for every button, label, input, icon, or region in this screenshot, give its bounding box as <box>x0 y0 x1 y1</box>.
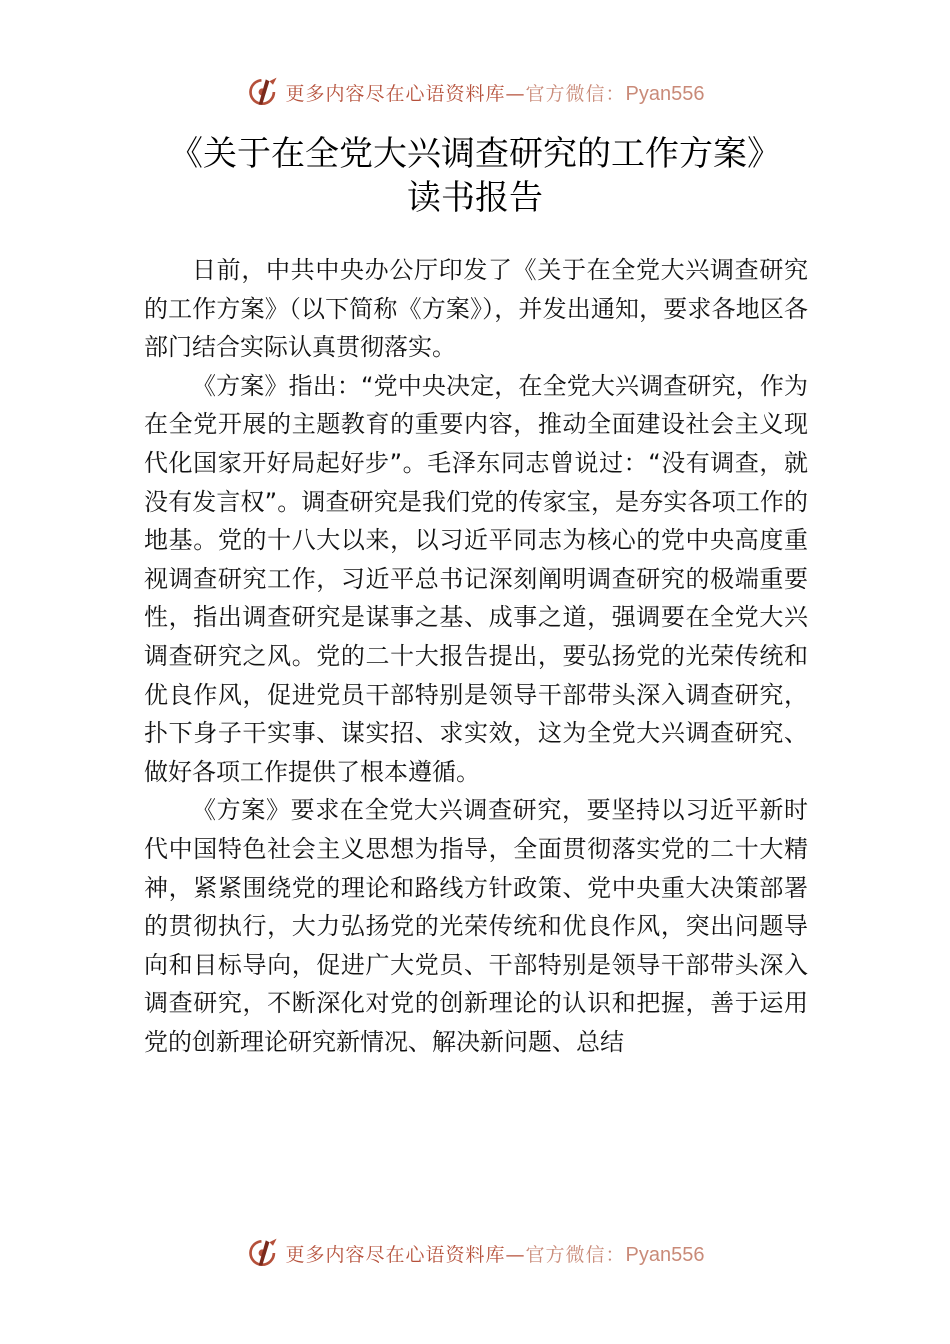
title-line-2: 读书报告 <box>407 178 543 218</box>
paragraph-3: 《方案》要求在全党大兴调查研究，要坚持以习近平新时代中国特色社会主义思想为指导，全面贯彻落实党的二十大精神，紧紧围绕党的理论和路线方针政策、党中央重大决策部署的贯彻执行，大力弘扬党的光荣传统和优良作风，突出问题导向和目标导向，促进广大党员、干部特别是领导干部带头深入调查研究，不断深化对党的创新理论的认识和把握，善于运用党的创新理论研究新情况、解决新问题、总结 <box>144 796 808 1056</box>
banner-wechat-id: Pyan556 <box>625 1243 705 1266</box>
banner-dash: — <box>505 1243 526 1266</box>
paragraph-1: 日前，中共中央办公厅印发了《关于在全党大兴调查研究的工作方案》（以下简称《方案》），并发出通知，要求各地区各部门结合实际认真贯彻落实。 <box>144 256 808 362</box>
paragraph-2: 《方案》指出：“党中央决定，在全党大兴调查研究，作为在全党开展的主题教育的重要内容，推动全面建设社会主义现代化国家开好局起好步”。毛泽东同志曾说过：“没有调查，就没有发言权”。调查研究是我们党的传家宝，是夯实各项工作的地基。党的十八大以来，以习近平同志为核心的党中央高度重视调查研究工作，习近平总书记深刻阐明调查研究的极端重要性，指出调查研究是谋事之基、成事之道，强调要在全党大兴调查研究之风。党的二十大报告提出，要弘扬党的光荣传统和优良作风，促进党员干部特别是领导干部带头深入调查研究，扑下身子干实事、谋实招、求实效，这为全党大兴调查研究、做好各项工作提供了根本遵循。 <box>144 371 808 786</box>
document-title <box>100 132 850 220</box>
banner-text <box>286 79 705 106</box>
banner-wechat-id: Pyan556 <box>625 82 705 105</box>
title-line-1: 《关于在全党大兴调查研究的工作方案》 <box>169 134 781 174</box>
banner-main-text: 更多内容尽在心语资料库 <box>285 1243 506 1266</box>
banner-sub-text: 官方微信： <box>525 82 626 105</box>
banner-sub-text: 官方微信： <box>525 1243 626 1266</box>
header-banner <box>0 72 950 112</box>
document-body <box>144 251 808 1061</box>
banner-dash: — <box>505 82 526 105</box>
banner-main-text: 更多内容尽在心语资料库 <box>285 82 506 105</box>
brush-logo-icon <box>246 1235 282 1271</box>
banner-text <box>286 1240 705 1267</box>
brush-logo-icon <box>246 74 282 110</box>
footer-banner <box>0 1233 950 1273</box>
